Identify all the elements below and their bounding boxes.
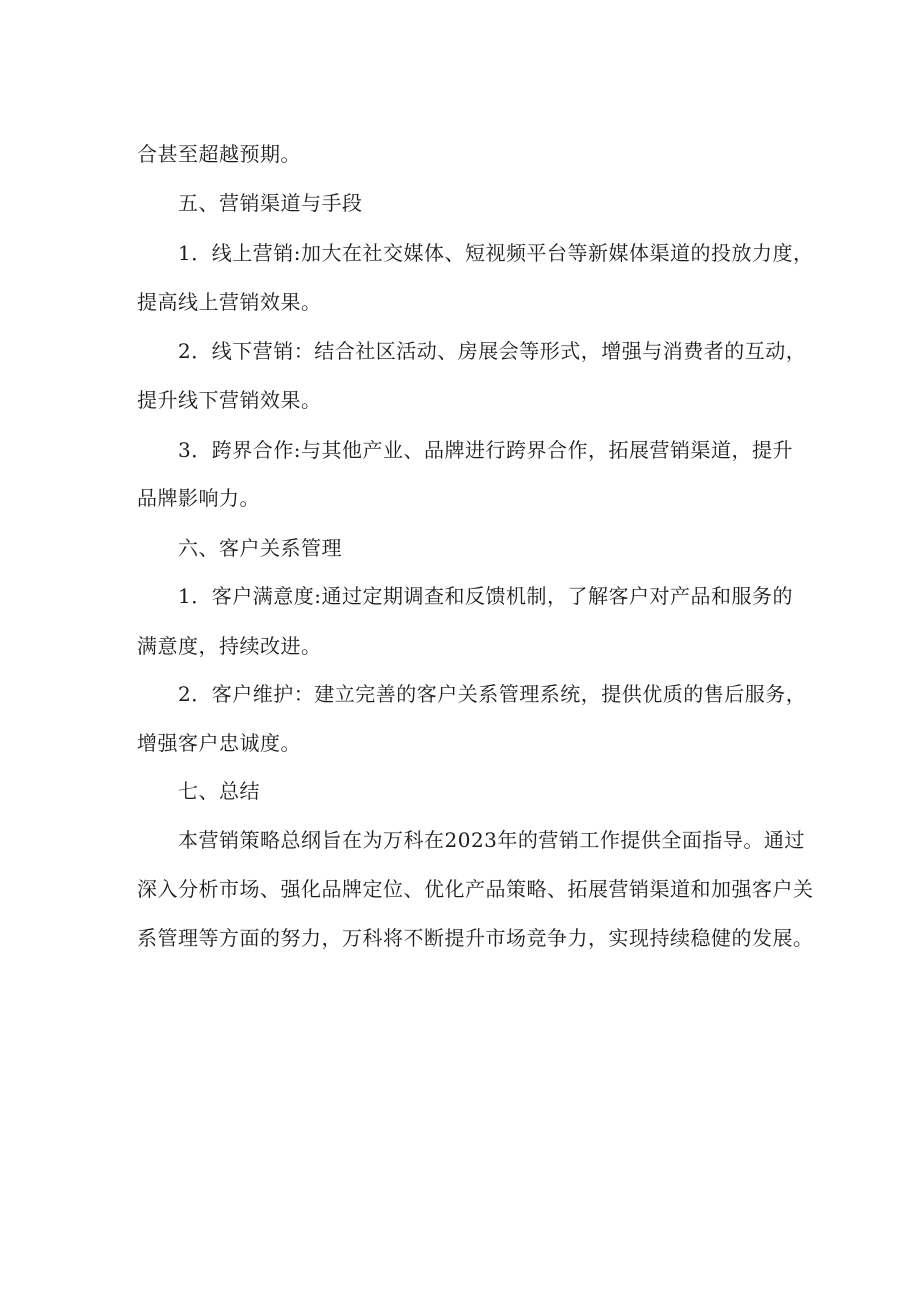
summary-paragraph-line-3: 系管理等方面的努力，万科将不断提升市场竞争力，实现持续稳健的发展。 — [137, 926, 814, 950]
list-item-crossover-cooperation: 3．跨界合作:与其他产业、品牌进行跨界合作，拓展营销渠道，提升 — [178, 438, 793, 462]
list-item-customer-satisfaction-continued: 满意度，持续改进。 — [137, 634, 322, 658]
summary-paragraph-line-1: 本营销策略总纲旨在为万科在2023年的营销工作提供全面指导。通过 — [178, 828, 805, 852]
paragraph-continuation-line: 合甚至超越预期。 — [137, 142, 301, 166]
list-item-online-marketing: 1．线上营销:加大在社交媒体、短视频平台等新媒体渠道的投放力度， — [178, 241, 814, 265]
list-item-customer-maintenance-continued: 增强客户忠诚度。 — [137, 731, 301, 755]
list-item-customer-maintenance: 2．客户维护：建立完善的客户关系管理系统，提供优质的售后服务， — [178, 682, 807, 706]
list-item-offline-marketing-continued: 提升线下营销效果。 — [137, 388, 322, 412]
list-item-offline-marketing: 2．线下营销：结合社区活动、房展会等形式，增强与消费者的互动， — [178, 339, 807, 363]
summary-paragraph-line-2: 深入分析市场、强化品牌定位、优化产品策略、拓展营销渠道和加强客户关 — [137, 877, 814, 901]
list-item-crossover-cooperation-continued: 品牌影响力。 — [137, 486, 260, 510]
section-heading-summary: 七、总结 — [178, 779, 260, 803]
section-heading-marketing-channels: 五、营销渠道与手段 — [178, 191, 363, 215]
list-item-online-marketing-continued: 提高线上营销效果。 — [137, 290, 322, 314]
list-item-customer-satisfaction: 1．客户满意度:通过定期调查和反馈机制，了解客户对产品和服务的 — [178, 584, 793, 608]
section-heading-customer-relations: 六、客户关系管理 — [178, 536, 342, 560]
